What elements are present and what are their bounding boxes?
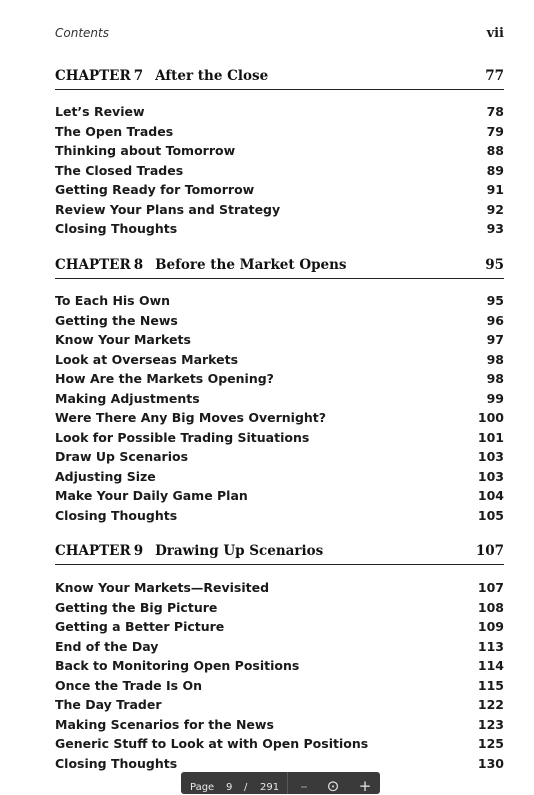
toc-entry[interactable] bbox=[55, 486, 504, 506]
toolbar-divider bbox=[287, 772, 288, 794]
toc-entry[interactable] bbox=[55, 578, 504, 598]
page-number-roman: vii bbox=[486, 26, 504, 41]
chapter-9-entries bbox=[55, 578, 504, 773]
chapter-title: Before the Market Opens bbox=[155, 257, 347, 273]
toc-entry-title: The Day Trader bbox=[55, 697, 162, 712]
toc-entry-title: Look for Possible Trading Situations bbox=[55, 429, 310, 445]
toc-entry-title: Closing Thoughts bbox=[55, 507, 178, 523]
toc-entry-title: The Closed Trades bbox=[55, 162, 184, 178]
toc-entry[interactable] bbox=[55, 369, 504, 389]
toc-entry-page: 98 bbox=[486, 371, 504, 386]
chapter-8-heading bbox=[55, 256, 504, 279]
chapter-page: 95 bbox=[485, 257, 504, 273]
toc-entry-title: Draw Up Scenarios bbox=[55, 449, 189, 464]
toc-entry-page: 103 bbox=[477, 449, 504, 464]
toc-entry-title: Thinking about Tomorrow bbox=[55, 143, 236, 158]
toc-entry-page: 108 bbox=[477, 599, 504, 615]
chapter-page: 107 bbox=[475, 543, 504, 559]
toc-entry[interactable] bbox=[55, 161, 504, 181]
toc-entry-page: 98 bbox=[486, 351, 504, 367]
toc-entry-title: Back to Monitoring Open Positions bbox=[55, 658, 300, 673]
chapter-9-heading bbox=[55, 542, 504, 565]
toc-entry-title: Closing Thoughts bbox=[55, 755, 178, 771]
toc-entry[interactable] bbox=[55, 734, 504, 754]
toc-entry-title: Generic Stuff to Look at with Open Positions bbox=[55, 736, 369, 751]
toc-entry[interactable] bbox=[55, 754, 504, 774]
toc-entry-title: Closing Thoughts bbox=[55, 221, 178, 236]
toc-entry[interactable] bbox=[55, 102, 504, 122]
toc-entry-title: Review Your Plans and Strategy bbox=[55, 201, 281, 217]
toc-entry[interactable] bbox=[55, 219, 504, 239]
toc-entry[interactable] bbox=[55, 389, 504, 409]
chapter-page: 77 bbox=[485, 68, 504, 84]
chapter-label: CHAPTER bbox=[55, 543, 131, 559]
toc-entry[interactable] bbox=[55, 506, 504, 526]
toc-entry-page: 122 bbox=[477, 697, 504, 712]
toc-entry-title: Let’s Review bbox=[55, 104, 145, 119]
toc-entry-title: Getting a Better Picture bbox=[55, 619, 225, 634]
chapter-number: 9 bbox=[133, 543, 144, 559]
toc-entry-page: 101 bbox=[477, 429, 504, 445]
toc-entry-page: 92 bbox=[486, 201, 504, 217]
chapter-number: 8 bbox=[133, 257, 144, 273]
chapter-7-heading bbox=[55, 67, 504, 90]
chapter-7-entries bbox=[55, 102, 504, 239]
toc-entry[interactable] bbox=[55, 180, 504, 200]
total-pages: 291 bbox=[260, 782, 280, 793]
toc-entry[interactable] bbox=[55, 467, 504, 487]
toc-entry[interactable] bbox=[55, 447, 504, 467]
toc-entry-page: 125 bbox=[477, 736, 504, 751]
toc-entry-page: 109 bbox=[477, 619, 504, 634]
toc-entry-page: 93 bbox=[486, 221, 504, 236]
chapter-label: CHAPTER bbox=[55, 68, 131, 84]
toc-entry-title: Were There Any Big Moves Overnight? bbox=[55, 410, 327, 425]
toc-entry-page: 91 bbox=[486, 182, 504, 197]
toc-entry[interactable] bbox=[55, 637, 504, 657]
toc-entry-title: Making Adjustments bbox=[55, 390, 200, 406]
running-head-title: Contents bbox=[55, 26, 109, 40]
toc-entry-page: 103 bbox=[477, 468, 504, 484]
toc-entry-page: 99 bbox=[486, 390, 504, 406]
toc-entry[interactable] bbox=[55, 676, 504, 696]
chapter-number: 7 bbox=[133, 68, 144, 84]
toc-entry-page: 115 bbox=[477, 677, 504, 693]
toc-entry-title: How Are the Markets Opening? bbox=[55, 371, 274, 386]
toc-entry-title: The Open Trades bbox=[55, 123, 174, 139]
toc-entry-page: 113 bbox=[477, 638, 504, 654]
zoom-out-icon[interactable]: – bbox=[300, 777, 308, 795]
toc-entry[interactable] bbox=[55, 617, 504, 637]
toc-entry[interactable] bbox=[55, 311, 504, 331]
toc-entry[interactable] bbox=[55, 330, 504, 350]
toc-entry[interactable] bbox=[55, 408, 504, 428]
toc-entry-page: 114 bbox=[477, 658, 504, 673]
toc-entry-title: To Each His Own bbox=[55, 293, 171, 308]
toc-entry-page: 79 bbox=[486, 123, 504, 139]
chapter-8-entries bbox=[55, 291, 504, 525]
current-page-input[interactable]: 9 bbox=[226, 782, 233, 793]
page-label: Page bbox=[190, 782, 215, 793]
toc-entry-title: Make Your Daily Game Plan bbox=[55, 488, 248, 503]
toc-entry-page: 123 bbox=[477, 716, 504, 732]
toc-entry-title: Once the Trade Is On bbox=[55, 677, 202, 693]
toc-entry-page: 89 bbox=[486, 162, 504, 178]
chapter-label: CHAPTER bbox=[55, 257, 131, 273]
zoom-in-icon[interactable]: + bbox=[358, 777, 372, 795]
toc-entry-page: 88 bbox=[486, 143, 504, 158]
toc-entry-title: Adjusting Size bbox=[55, 468, 156, 484]
toc-entry-title: Getting the News bbox=[55, 312, 178, 328]
zoom-reset-icon[interactable]: ⊙ bbox=[326, 777, 340, 795]
toc-entry-title: Know Your Markets—Revisited bbox=[55, 580, 270, 595]
chapter-title: After the Close bbox=[155, 68, 269, 84]
toc-entry-page: 100 bbox=[477, 410, 504, 425]
toc-entry[interactable] bbox=[55, 350, 504, 370]
toc-entry[interactable] bbox=[55, 291, 504, 311]
toc-entry-title: Making Scenarios for the News bbox=[55, 716, 274, 732]
toc-entry-title: Look at Overseas Markets bbox=[55, 351, 239, 367]
page-separator: / bbox=[244, 782, 248, 793]
toc-entry-page: 97 bbox=[486, 332, 504, 347]
running-head bbox=[55, 26, 504, 42]
toc-entry-page: 130 bbox=[477, 755, 504, 771]
toc-entry[interactable] bbox=[55, 122, 504, 142]
toc-entry[interactable] bbox=[55, 200, 504, 220]
toc-entry[interactable] bbox=[55, 656, 504, 676]
toc-entry-page: 78 bbox=[486, 104, 504, 119]
toc-entry-page: 105 bbox=[477, 507, 504, 523]
chapter-title: Drawing Up Scenarios bbox=[155, 543, 324, 559]
toc-entry[interactable] bbox=[55, 141, 504, 161]
toc-entry-title: Know Your Markets bbox=[55, 332, 191, 347]
toc-entry-page: 104 bbox=[477, 488, 504, 503]
toc-entry[interactable] bbox=[55, 715, 504, 735]
toc-entry[interactable] bbox=[55, 598, 504, 618]
toc-entry-title: Getting the Big Picture bbox=[55, 599, 218, 615]
pdf-viewer-toolbar bbox=[181, 772, 380, 794]
toc-entry-page: 107 bbox=[477, 580, 504, 595]
toc-entry-page: 95 bbox=[486, 293, 504, 308]
toc-entry-title: Getting Ready for Tomorrow bbox=[55, 182, 255, 197]
toc-entry-page: 96 bbox=[486, 312, 504, 328]
toc-entry[interactable] bbox=[55, 428, 504, 448]
toc-entry-title: End of the Day bbox=[55, 638, 159, 654]
toc-entry[interactable] bbox=[55, 695, 504, 715]
